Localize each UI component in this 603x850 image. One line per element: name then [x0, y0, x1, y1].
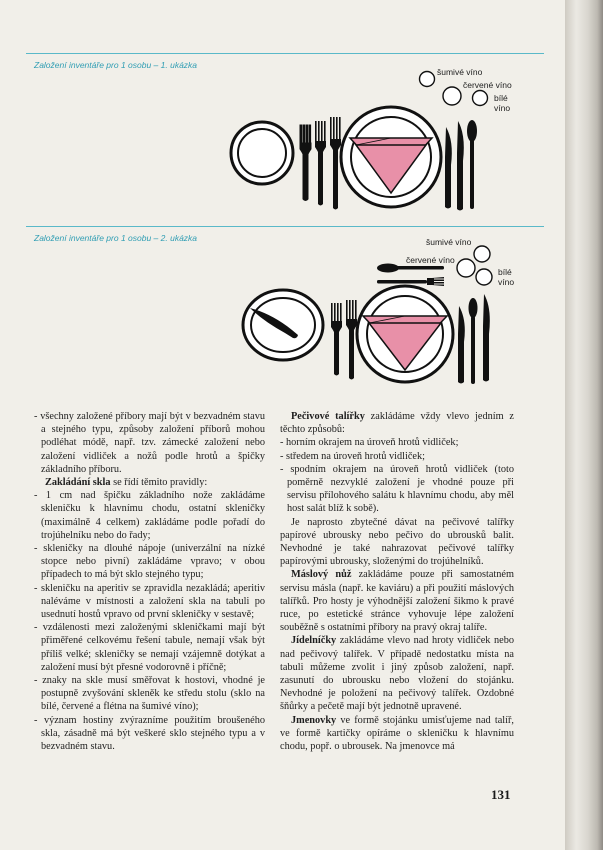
glass-label: šumivé víno — [437, 67, 483, 77]
spoon-icon — [467, 120, 477, 209]
figure1-caption: Založení inventáře pro 1 osobu – 1. ukázka — [34, 60, 198, 70]
list-item: - spodním okrajem na úroveň hrotů vidliček (toto poměrně nezvyklé založení je vhodné pouze při servisu přílohového salátu k hlavnímu chodu, aby měl host salát blíž k sobě). — [280, 463, 514, 515]
fork-icon — [331, 303, 342, 376]
main-plate-with-napkin-icon — [341, 107, 441, 207]
figure1-place-setting — [0, 55, 565, 225]
glass-label: šumivé víno — [426, 237, 472, 247]
glass-label: bílé — [494, 93, 508, 103]
paragraph: - všechny založené příbory mají být v bezvadném stavu a stejného typu, způsoby založení příborů mohou podléhat módě, např. tzv. zámecké založení nebo založení vidliček a nožů podle hrotů a špičky základního příboru. — [34, 411, 265, 475]
bread-plate-icon — [231, 122, 293, 184]
paragraph-text: ve formě stojánku umisťujeme nad talíř, ve formě kartičky opíráme o skleničku k hlavnímu chodu, popř. o ubrousek. Na jmenovce má — [280, 714, 514, 753]
section-heading: Jídelníčky — [291, 635, 337, 647]
paragraph-text: zakládáme pouze při samostatném servisu másla (např. ke kaviáru) a při použití máslových talířků. Pro hosty je výhodnější založení šikmo k pravé ruce, po estetické stránce vyhovuje lépe založení souběžně s ostatními příbory na pravý okraj talíře. — [280, 569, 514, 634]
list-item: - znaky na skle musí směřovat k hostovi, vhodné je postupně zvyšování skleněk ke středu stolu (sklo na bílé, červené a flétna na šumivé víno); — [34, 675, 265, 713]
fork-icon — [346, 300, 357, 380]
dessert-fork-icon — [377, 277, 444, 286]
section-heading: Máslový nůž — [291, 569, 352, 581]
list-item: - skleničky na dlouhé nápoje (univerzální na nízké stopce nebo pivní) zakládáme vpravo; v obou případech to má být sklo stejného typu; — [34, 543, 265, 581]
wine-glass-icon — [457, 246, 492, 285]
knife-icon — [445, 127, 452, 209]
section-heading: Pečivové talířky — [291, 411, 365, 422]
figure2-place-setting — [0, 228, 565, 408]
left-text-column — [34, 410, 265, 753]
paragraph — [280, 714, 514, 754]
glass-label: červené víno — [463, 80, 512, 90]
fork-icon — [315, 121, 326, 206]
fork-icon — [300, 125, 311, 201]
book-spine — [565, 0, 603, 850]
knife-icon — [458, 306, 465, 384]
knife-icon — [457, 121, 464, 211]
list-item: - význam hostiny zvýrazníme použitím broušeného skla, zásadně má být veškeré sklo stejného typu a v bezvadném stavu. — [34, 714, 265, 753]
glass-label: víno — [498, 277, 515, 287]
figure2-caption: Založení inventáře pro 1 osobu – 2. ukázka — [34, 233, 198, 243]
page-number: 131 — [491, 787, 511, 802]
paragraph-text: zakládáme vlevo nad hroty vidliček nebo nad pečivový talířek. V případě nedostatku místa na tabuli můžeme zvolit i jiný způsob založení, např. zasunutí do ubrousku nebo vložení do stojánku. Nevhodné je položení na pečivový talířek. Ozdobné šňůrky a pečetě mají být jednotně upravené. — [280, 635, 514, 713]
list-item: - 1 cm nad špičku základního nože zakládáme skleničku k hlavnímu chodu, ostatní skleničky (maximálně 4 celkem) zakládáme podle pořadí do trojúhelníku nebo do řady; — [34, 490, 265, 541]
list-item: - vzdálenosti mezi založenými skleničkami mají být přiměřené celkovému řešení tabule, nemají však být příliš velké; skleničky se nemají vzájemně dotýkat a založení musí být přesné vodorovně i příčně; — [34, 622, 265, 673]
knife-icon — [483, 294, 490, 382]
spoon-icon — [469, 298, 478, 384]
paragraph — [34, 476, 265, 489]
paragraph-text: zakládáme vždy vlevo jedním z těchto způsobů: — [280, 411, 514, 436]
paragraph — [280, 634, 514, 713]
glass-label: víno — [494, 103, 511, 113]
paragraph — [280, 568, 514, 634]
glass-label: červené víno — [406, 255, 455, 265]
figure1-top-rule — [26, 53, 544, 54]
figure2-top-rule — [26, 226, 544, 227]
fork-icon — [330, 117, 341, 210]
list-item: - středem na úroveň hrotů vidliček; — [280, 450, 425, 462]
paragraph-text: se řídí těmito pravidly: — [110, 477, 208, 489]
right-text-column — [280, 410, 514, 753]
glass-label: bílé — [498, 267, 512, 277]
section-heading: Zakládání skla — [45, 477, 111, 489]
main-plate-with-napkin-icon — [357, 286, 453, 382]
section-heading: Jmenovky — [291, 714, 337, 726]
paragraph — [280, 410, 514, 436]
list-item: - horním okrajem na úroveň hrotů vidliček; — [280, 437, 459, 449]
paragraph: Je naprosto zbytečné dávat na pečivové talířky papírové ubrousky nebo pečivo do ubrousků balit. Nevhodné je také nahrazovat pečivové talířky papírovými ubrousky, složenými do trojúhelníků. — [280, 516, 514, 568]
list-item: - skleničku na aperitiv se zpravidla nezakládá; aperitiv naléváme v místnosti a založení skla na tabuli po usednutí hostů vpravo od první skleničky v sestavě; — [34, 582, 265, 621]
